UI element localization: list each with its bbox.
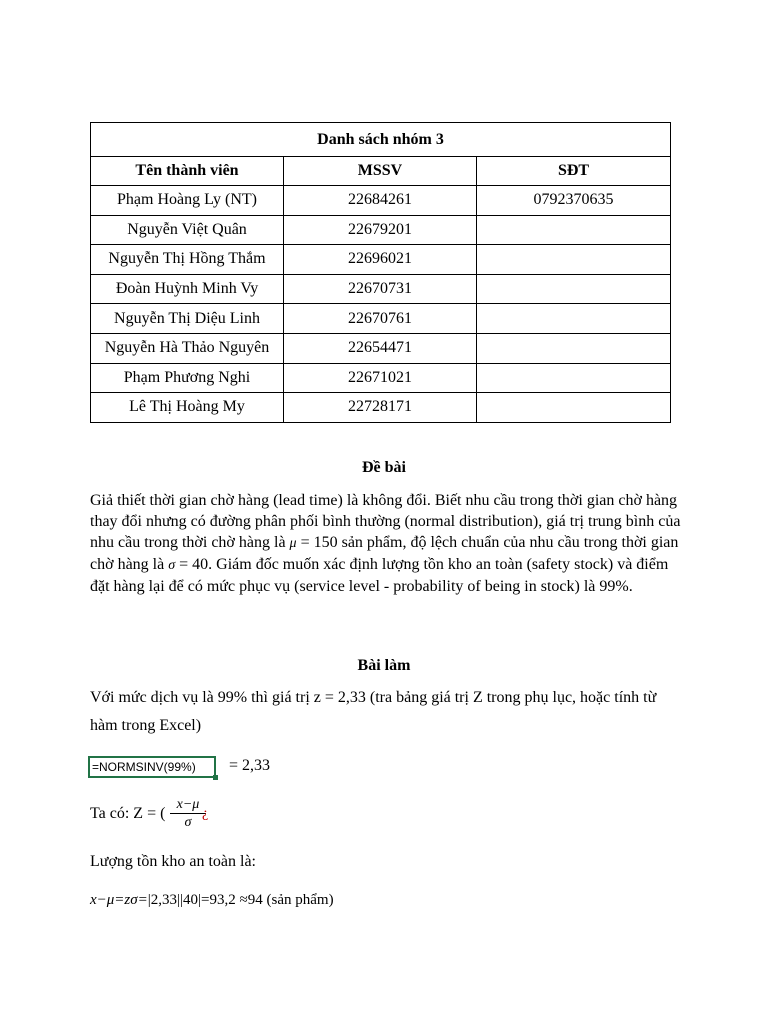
member-name-cell: Đoàn Huỳnh Minh Vy	[91, 274, 284, 304]
table-row	[91, 215, 671, 245]
member-name-cell: Nguyễn Hà Thảo Nguyên	[91, 333, 284, 363]
table-title: Danh sách nhóm 3	[91, 123, 671, 157]
phone-cell	[477, 393, 671, 423]
phone-cell	[477, 245, 671, 275]
phone-cell	[477, 333, 671, 363]
phone-cell	[477, 363, 671, 393]
problem-text-part-2: = 150 sản phẩm, độ lệch chuẩn của nhu cầu trong thời gian chờ hàng là	[90, 534, 679, 573]
table-row	[91, 393, 671, 423]
solution-intro: Với mức dịch vụ là 99% thì giá trị z = 2,33 (tra bảng giá trị Z trong phụ lục, hoặc tính từ hàm trong Excel)	[90, 689, 657, 734]
safety-stock-formula-math: x−μ=zσ=	[90, 892, 148, 908]
table-row	[91, 304, 671, 334]
table-row	[91, 245, 671, 275]
table-row	[91, 274, 671, 304]
problem-text-part-3: = 40. Giám đốc muốn xác định lượng tồn kho an toàn (safety stock) và điểm đặt hàng lại để có mức phục vụ (service level - probability of being in stock) là 99%.	[90, 556, 669, 595]
column-header-student-id: MSSV	[284, 157, 477, 186]
member-name-cell: Nguyễn Việt Quân	[91, 215, 284, 245]
phone-cell	[477, 274, 671, 304]
phone-cell: 0792370635	[477, 186, 671, 216]
member-name-cell: Phạm Phương Nghi	[91, 363, 284, 393]
phone-cell	[477, 304, 671, 334]
table-row	[91, 186, 671, 216]
member-name-cell: Nguyễn Thị Hồng Thắm	[91, 245, 284, 275]
problem-heading: Đề bài	[362, 459, 406, 476]
student-id-cell: 22670761	[284, 304, 477, 334]
solution-heading: Bài làm	[357, 657, 411, 674]
z-fraction	[170, 796, 209, 831]
sigma-symbol: σ	[168, 558, 176, 573]
safety-stock-formula-values: |2,33||40|=93,2 ≈94	[147, 892, 263, 908]
excel-fill-handle	[213, 775, 218, 780]
problem-statement	[90, 490, 682, 597]
column-header-name: Tên thành viên	[91, 157, 284, 186]
column-header-phone: SĐT	[477, 157, 671, 186]
group-members-table	[90, 122, 671, 423]
excel-result-text: = 2,33	[229, 757, 271, 774]
problem-text-part-1: Giả thiết thời gian chờ hàng (lead time) là không đổi. Biết nhu cầu trong thời gian chờ hàng thay đổi nhưng có đường phân phối bình thường (normal distribution), giá trị trung bình của nhu cầu trong thời chờ hàng là	[90, 492, 681, 551]
safety-stock-unit: (sản phẩm)	[262, 892, 334, 908]
fraction-denominator: σ	[184, 815, 192, 830]
student-id-cell: 22728171	[284, 393, 477, 423]
student-id-cell: 22696021	[284, 245, 477, 275]
member-name-cell: Lê Thị Hoàng My	[91, 393, 284, 423]
student-id-cell: 22671021	[284, 363, 477, 393]
safety-stock-formula	[90, 892, 334, 909]
table-row	[91, 363, 671, 393]
fraction-numerator: x−μ	[170, 796, 206, 814]
z-formula-label: Ta có: Z = (	[90, 805, 166, 822]
student-id-cell: 22670731	[284, 274, 477, 304]
mu-symbol: μ	[289, 536, 297, 551]
student-id-cell: 22654471	[284, 333, 477, 363]
student-id-cell: 22679201	[284, 215, 477, 245]
student-id-cell: 22684261	[284, 186, 477, 216]
stray-glyph: ¿	[202, 806, 209, 821]
member-name-cell: Phạm Hoàng Ly (NT)	[91, 186, 284, 216]
table-row	[91, 333, 671, 363]
phone-cell	[477, 215, 671, 245]
member-name-cell: Nguyễn Thị Diệu Linh	[91, 304, 284, 334]
safety-stock-label: Lượng tồn kho an toàn là:	[90, 853, 256, 870]
excel-formula-cell: =NORMSINV(99%)	[88, 756, 216, 778]
